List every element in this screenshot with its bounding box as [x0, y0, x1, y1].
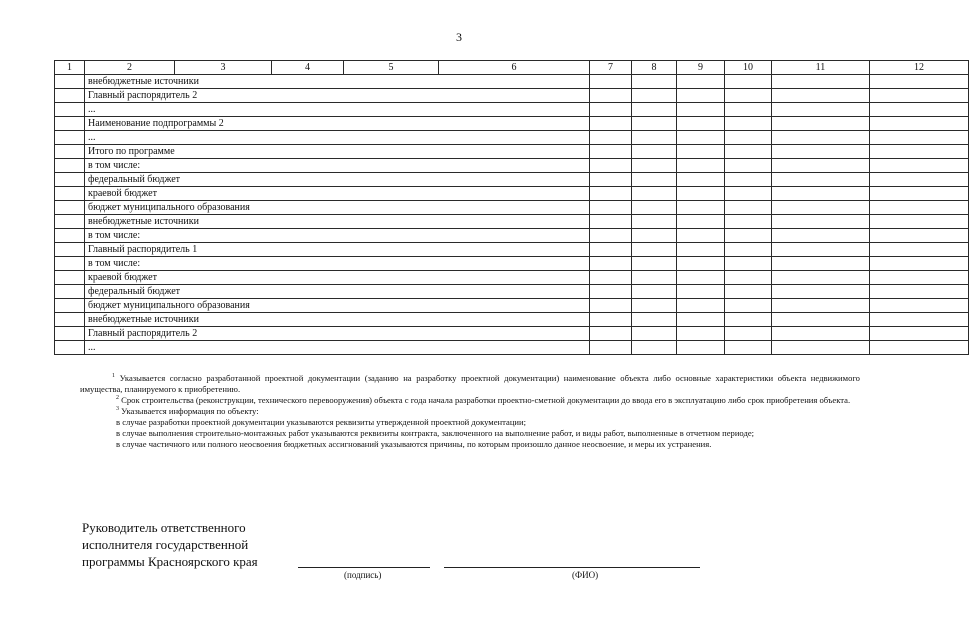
empty-cell	[772, 75, 870, 89]
empty-cell	[632, 299, 677, 313]
table-row	[55, 285, 969, 299]
empty-cell	[772, 243, 870, 257]
empty-cell	[870, 271, 969, 285]
empty-cell	[632, 75, 677, 89]
column-header-1: 1	[55, 61, 85, 75]
empty-cell	[677, 313, 725, 327]
empty-cell	[677, 117, 725, 131]
empty-cell	[632, 229, 677, 243]
empty-cell	[590, 215, 632, 229]
empty-cell	[870, 145, 969, 159]
empty-cell	[772, 341, 870, 355]
empty-cell	[870, 159, 969, 173]
empty-cell	[870, 243, 969, 257]
empty-cell	[677, 201, 725, 215]
column-header-3: 3	[175, 61, 272, 75]
table-row	[55, 145, 969, 159]
empty-cell	[632, 89, 677, 103]
row-name-cell: Наименование подпрограммы 2	[85, 117, 590, 131]
row-name-cell: ...	[85, 341, 590, 355]
footnote-3-item-3: в случае частичного или полного неосвоения бюджетных ассигнований указываются причины, по которым произошло данное неосвоение, и меры их устранения.	[116, 439, 712, 449]
empty-cell	[725, 201, 772, 215]
empty-cell	[632, 131, 677, 145]
footnote-2	[80, 395, 860, 406]
empty-cell	[55, 131, 85, 145]
signature-title-line-1: Руководитель ответственного	[82, 520, 246, 535]
row-name-cell: Главный распорядитель 1	[85, 243, 590, 257]
table-row	[55, 327, 969, 341]
empty-cell	[55, 313, 85, 327]
empty-cell	[55, 257, 85, 271]
empty-cell	[725, 131, 772, 145]
empty-cell	[590, 131, 632, 145]
empty-cell	[772, 131, 870, 145]
empty-cell	[870, 257, 969, 271]
empty-cell	[772, 103, 870, 117]
footnotes	[80, 373, 860, 450]
empty-cell	[725, 145, 772, 159]
row-name-cell: краевой бюджет	[85, 187, 590, 201]
table-row	[55, 299, 969, 313]
empty-cell	[677, 341, 725, 355]
empty-cell	[725, 341, 772, 355]
table-row	[55, 313, 969, 327]
table-row	[55, 159, 969, 173]
row-name-cell: в том числе:	[85, 229, 590, 243]
empty-cell	[55, 117, 85, 131]
empty-cell	[55, 201, 85, 215]
empty-cell	[677, 299, 725, 313]
row-name-cell: Главный распорядитель 2	[85, 89, 590, 103]
empty-cell	[772, 89, 870, 103]
empty-cell	[725, 271, 772, 285]
empty-cell	[632, 243, 677, 257]
empty-cell	[590, 75, 632, 89]
empty-cell	[590, 285, 632, 299]
empty-cell	[55, 243, 85, 257]
row-name-cell: ...	[85, 131, 590, 145]
empty-cell	[632, 159, 677, 173]
table-row	[55, 243, 969, 257]
column-header-5: 5	[344, 61, 439, 75]
footnote-3	[80, 406, 860, 417]
empty-cell	[55, 173, 85, 187]
empty-cell	[725, 117, 772, 131]
empty-cell	[590, 145, 632, 159]
fio-caption: (ФИО)	[572, 570, 599, 580]
empty-cell	[55, 75, 85, 89]
empty-cell	[677, 285, 725, 299]
empty-cell	[870, 229, 969, 243]
column-header-6: 6	[439, 61, 590, 75]
empty-cell	[632, 201, 677, 215]
table-header-row	[55, 61, 969, 75]
row-name-cell: краевой бюджет	[85, 271, 590, 285]
table-row	[55, 89, 969, 103]
empty-cell	[632, 145, 677, 159]
empty-cell	[725, 313, 772, 327]
empty-cell	[677, 257, 725, 271]
table-body	[55, 75, 969, 355]
empty-cell	[590, 201, 632, 215]
empty-cell	[772, 285, 870, 299]
row-name-cell: внебюджетные источники	[85, 215, 590, 229]
empty-cell	[55, 159, 85, 173]
empty-cell	[590, 243, 632, 257]
empty-cell	[677, 103, 725, 117]
empty-cell	[632, 215, 677, 229]
empty-cell	[870, 117, 969, 131]
empty-cell	[590, 299, 632, 313]
footnote-3-mark: 3	[116, 406, 119, 413]
empty-cell	[870, 75, 969, 89]
row-name-cell: в том числе:	[85, 159, 590, 173]
signature-title-line-2: исполнителя государственной	[82, 537, 249, 552]
column-header-12: 12	[870, 61, 969, 75]
empty-cell	[55, 103, 85, 117]
row-name-cell: ...	[85, 103, 590, 117]
table-row	[55, 201, 969, 215]
empty-cell	[870, 89, 969, 103]
footnote-3-text: Указывается информация по объекту:	[121, 406, 259, 416]
row-name-cell: федеральный бюджет	[85, 285, 590, 299]
empty-cell	[55, 285, 85, 299]
empty-cell	[772, 313, 870, 327]
signature-line	[298, 567, 430, 568]
table-row	[55, 341, 969, 355]
table-row	[55, 215, 969, 229]
empty-cell	[590, 313, 632, 327]
empty-cell	[632, 327, 677, 341]
empty-cell	[55, 187, 85, 201]
empty-cell	[725, 285, 772, 299]
empty-cell	[870, 341, 969, 355]
footnote-3-item-1: в случае разработки проектной документации указываются реквизиты утвержденной проектной документации;	[116, 417, 527, 427]
empty-cell	[632, 285, 677, 299]
empty-cell	[870, 103, 969, 117]
empty-cell	[55, 299, 85, 313]
column-header-4: 4	[272, 61, 344, 75]
footnote-3-item-2: в случае выполнения строительно-монтажных работ указываются реквизиты контракта, заключенного на выполнение работ, и виды работ, выполненные в отчетном периоде;	[116, 428, 755, 438]
empty-cell	[632, 103, 677, 117]
empty-cell	[870, 327, 969, 341]
empty-cell	[632, 341, 677, 355]
footnote-1-mark: 1	[112, 373, 115, 380]
empty-cell	[772, 299, 870, 313]
empty-cell	[677, 75, 725, 89]
table-row	[55, 75, 969, 89]
empty-cell	[677, 229, 725, 243]
footnote-2-mark: 2	[116, 395, 119, 402]
empty-cell	[632, 187, 677, 201]
row-name-cell: федеральный бюджет	[85, 173, 590, 187]
empty-cell	[590, 103, 632, 117]
empty-cell	[870, 215, 969, 229]
footnote-2-text: Срок строительства (реконструкции, технического перевооружения) объекта с года начала разработки проектно-сметной документации до ввода его в эксплуатацию либо срок приобретения объекта.	[121, 395, 851, 405]
empty-cell	[677, 187, 725, 201]
empty-cell	[55, 327, 85, 341]
empty-cell	[55, 271, 85, 285]
signature-title-line-3: программы Красноярского края	[82, 554, 258, 569]
empty-cell	[55, 341, 85, 355]
empty-cell	[55, 145, 85, 159]
empty-cell	[590, 89, 632, 103]
empty-cell	[772, 145, 870, 159]
empty-cell	[677, 145, 725, 159]
row-name-cell: внебюджетные источники	[85, 75, 590, 89]
column-header-7: 7	[590, 61, 632, 75]
empty-cell	[677, 173, 725, 187]
empty-cell	[725, 173, 772, 187]
empty-cell	[55, 229, 85, 243]
row-name-cell: в том числе:	[85, 257, 590, 271]
table-row	[55, 187, 969, 201]
empty-cell	[772, 159, 870, 173]
column-header-11: 11	[772, 61, 870, 75]
empty-cell	[725, 243, 772, 257]
empty-cell	[772, 215, 870, 229]
page-number: 3	[456, 30, 462, 44]
empty-cell	[677, 131, 725, 145]
empty-cell	[725, 187, 772, 201]
column-header-8: 8	[632, 61, 677, 75]
empty-cell	[725, 215, 772, 229]
column-header-2: 2	[85, 61, 175, 75]
empty-cell	[725, 75, 772, 89]
empty-cell	[677, 215, 725, 229]
empty-cell	[725, 299, 772, 313]
signature-title	[82, 519, 258, 570]
program-finance-table	[54, 60, 969, 355]
empty-cell	[870, 313, 969, 327]
empty-cell	[632, 173, 677, 187]
empty-cell	[677, 271, 725, 285]
table-row	[55, 131, 969, 145]
table-row	[55, 103, 969, 117]
empty-cell	[632, 313, 677, 327]
fio-line	[444, 567, 700, 568]
empty-cell	[772, 257, 870, 271]
table-row	[55, 271, 969, 285]
empty-cell	[590, 159, 632, 173]
empty-cell	[590, 187, 632, 201]
empty-cell	[772, 187, 870, 201]
empty-cell	[870, 173, 969, 187]
empty-cell	[725, 229, 772, 243]
empty-cell	[677, 159, 725, 173]
row-name-cell: бюджет муниципального образования	[85, 299, 590, 313]
footnote-1	[80, 373, 860, 395]
empty-cell	[590, 117, 632, 131]
empty-cell	[870, 299, 969, 313]
empty-cell	[772, 117, 870, 131]
empty-cell	[590, 341, 632, 355]
empty-cell	[725, 159, 772, 173]
empty-cell	[725, 327, 772, 341]
empty-cell	[772, 201, 870, 215]
empty-cell	[590, 257, 632, 271]
column-header-9: 9	[677, 61, 725, 75]
empty-cell	[870, 187, 969, 201]
empty-cell	[870, 201, 969, 215]
empty-cell	[772, 173, 870, 187]
row-name-cell: внебюджетные источники	[85, 313, 590, 327]
empty-cell	[632, 117, 677, 131]
empty-cell	[632, 271, 677, 285]
empty-cell	[725, 103, 772, 117]
empty-cell	[772, 229, 870, 243]
row-name-cell: Главный распорядитель 2	[85, 327, 590, 341]
table-row	[55, 257, 969, 271]
empty-cell	[677, 327, 725, 341]
table-row	[55, 117, 969, 131]
empty-cell	[870, 285, 969, 299]
empty-cell	[677, 243, 725, 257]
table-row	[55, 173, 969, 187]
empty-cell	[677, 89, 725, 103]
row-name-cell: Итого по программе	[85, 145, 590, 159]
row-name-cell: бюджет муниципального образования	[85, 201, 590, 215]
empty-cell	[772, 271, 870, 285]
column-header-10: 10	[725, 61, 772, 75]
empty-cell	[55, 89, 85, 103]
empty-cell	[725, 257, 772, 271]
empty-cell	[590, 271, 632, 285]
empty-cell	[632, 257, 677, 271]
empty-cell	[55, 215, 85, 229]
empty-cell	[772, 327, 870, 341]
empty-cell	[590, 229, 632, 243]
empty-cell	[725, 89, 772, 103]
footnote-1-text: Указывается согласно разработанной проектной документации (заданию на разработку проектной документации) наименование объекта либо основные характеристики объекта недвижимого имущества, планируемого к приобретению.	[80, 373, 860, 394]
empty-cell	[590, 173, 632, 187]
table-row	[55, 229, 969, 243]
empty-cell	[590, 327, 632, 341]
signature-caption: (подпись)	[344, 570, 382, 580]
empty-cell	[870, 131, 969, 145]
